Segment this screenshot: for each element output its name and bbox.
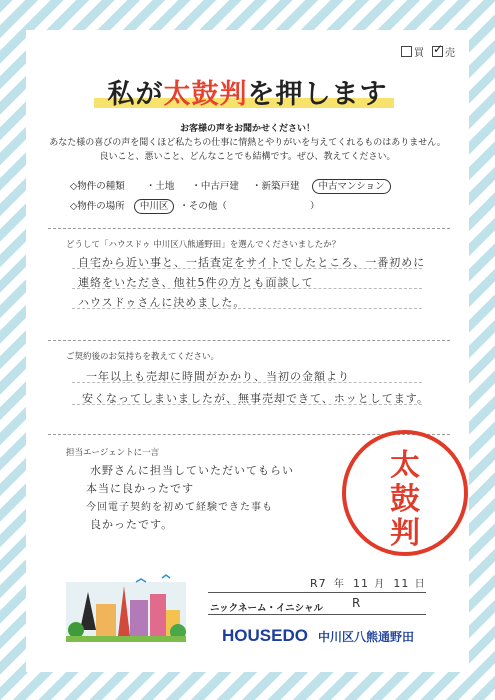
nickname-line <box>208 614 426 615</box>
taikoban-stamp: 太 鼓 判 <box>342 430 468 556</box>
answer-3-line-1: 水野さんに担当していただいてもらい <box>90 464 294 477</box>
selected-location: 中川区 <box>134 199 175 214</box>
question-1: どうして「ハウスドゥ 中川区八熊通野田」を選んでくださいましたか？ <box>66 240 341 250</box>
nickname-value: R <box>352 596 362 610</box>
answer-2-line-2: 安くなってしまいましたが、無事売却できて、ホッとしてます。 <box>82 392 429 405</box>
answer-2-line-1: 一年以上も売却に時間がかかり、当初の金額より <box>86 370 350 383</box>
section-divider-2 <box>48 340 450 342</box>
housedo-logo: HOUSEDO <box>222 626 308 645</box>
checkbox-sell[interactable]: ✓ 売 <box>432 44 455 59</box>
intro-line-1: お客様の声をお聞かせください！ <box>179 124 315 134</box>
branch-name: 中川区八熊通野田 <box>317 630 414 644</box>
section-divider-1 <box>48 228 450 230</box>
page-title: 私が太鼓判を押します <box>107 79 388 110</box>
intro-line-2: あなた様の喜びの声を聞くほど私たちの仕事に情熱とやりがいを与えてくれるものはありません。 <box>49 138 446 148</box>
answer-1-line-3: ハウスドゥさんに決めました。 <box>78 296 246 309</box>
selected-property-type: 中古マンション <box>312 179 390 194</box>
brand-footer <box>222 626 414 646</box>
answer-1-line-2: 連絡をいただき、他社5件の方とも面談して <box>78 276 314 289</box>
survey-card <box>26 30 469 672</box>
question-3: 担当エージェントに一言 <box>66 448 160 458</box>
property-type-row: ◇物件の種類 ・土地 ・中古戸建 ・新築戸建 中古マンション <box>70 178 391 192</box>
date-line <box>208 592 426 593</box>
location-row: ◇物件の場所 中川区 ・その他（ ） <box>70 201 320 212</box>
date-row: R7 年 11 月 11 日 <box>310 577 425 590</box>
buy-sell-checkboxes <box>401 44 455 59</box>
intro-line-3: 良いこと、悪いこと、どんなことでも結構です。ぜひ、教えてください。 <box>99 152 396 162</box>
answer-3-line-4: 良かったです。 <box>90 518 174 531</box>
answer-1-line-1: 自宅から近い事と、一括査定をサイトでしたところ、一番初めに <box>78 256 426 269</box>
checkbox-buy[interactable]: 買 <box>401 44 424 59</box>
question-2: ご契約後のお気持ちを教えてください。 <box>66 352 220 362</box>
answer-3-line-3: 今回電子契約を初めて経験できた事も <box>86 502 273 513</box>
answer-3-line-2: 本当に良かったです <box>86 482 194 495</box>
nickname-label: ニックネーム・イニシャル <box>210 603 323 614</box>
town-illustration <box>66 570 186 650</box>
